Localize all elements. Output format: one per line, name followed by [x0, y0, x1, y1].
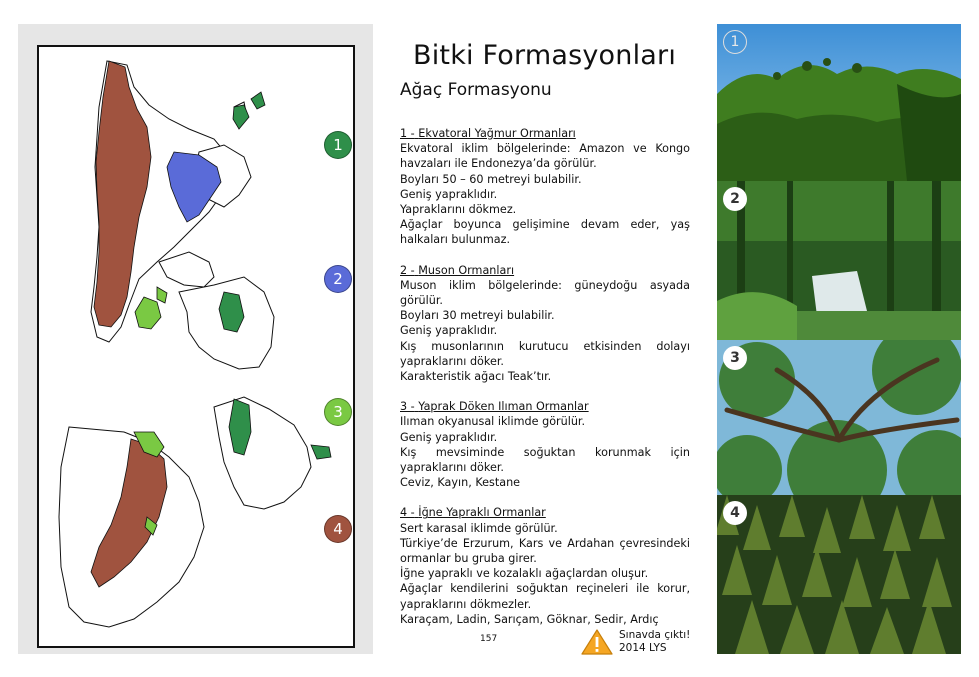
- page-number: 157: [480, 634, 498, 644]
- section-line: Ağaçlar boyunca gelişimine devam eder, yaş halkaları bulunmaz.: [400, 218, 690, 247]
- content-column: [400, 126, 690, 642]
- conifer-forest-photo: [717, 495, 961, 654]
- section-line: Boyları 30 metreyi bulabilir.: [400, 309, 555, 323]
- india-outline: [159, 252, 214, 287]
- section-heading: 2 - Muson Ormanları: [400, 263, 515, 277]
- section-line: Türkiye’de Erzurum, Kars ve Ardahan çevresindeki ormanlar bu gruba girer.: [400, 536, 690, 566]
- section-line: Geniş yapraklıdır.: [400, 187, 498, 201]
- photo-badge-2: 2: [723, 187, 747, 211]
- exam-note-line2: 2014 LYS: [619, 642, 667, 654]
- section-heading: 4 - İğne Yapraklı Ormanlar: [400, 506, 546, 520]
- section-line: Ağaçlar kendilerini soğuktan reçineleri ile korur, yapraklarını dökmezler.: [400, 582, 690, 611]
- section-line: Muson iklim bölgelerinde: güneydoğu asyada görülür.: [400, 278, 690, 308]
- section-3: [400, 399, 690, 490]
- rainforest-photo: [717, 24, 961, 181]
- section-heading: 3 - Yaprak Döken Ilıman Ormanlar: [400, 400, 589, 414]
- page-subtitle: Ağaç Formasyonu: [400, 80, 552, 100]
- world-map: [37, 45, 355, 648]
- section-line: Karaçam, Ladin, Sarıçam, Göknar, Sedir, Ardıç: [400, 612, 659, 626]
- exam-note-line1: Sınavda çıktı!: [619, 629, 691, 641]
- section-line: Sert karasal iklimde görülür.: [400, 521, 558, 535]
- section-line: Ekvatoral iklim bölgelerinde: Amazon ve Kongo havzaları ile Endonezya’da görülür.: [400, 142, 690, 171]
- rainforest-indonesia-region: [311, 445, 331, 459]
- section-line: Boyları 50 – 60 metreyi bulabilir.: [400, 172, 582, 186]
- rainforest-se-asia-region: [233, 92, 265, 129]
- map-badge-1: 1: [324, 131, 352, 159]
- photo-badge-1: 1: [723, 30, 747, 54]
- warning-icon: [580, 628, 614, 660]
- section-heading: 1 - Ekvatoral Yağmur Ormanları: [400, 127, 576, 140]
- section-line: Kış musonlarının kurutucu etkisinden dolayı yapraklarını döker.: [400, 339, 690, 368]
- tree-canopy-photo: [717, 340, 961, 495]
- map-badge-2: 2: [324, 265, 352, 293]
- south-america-outline: [214, 397, 311, 509]
- map-badge-4: 4: [324, 515, 352, 543]
- section-line: Ceviz, Kayın, Kestane: [400, 476, 521, 490]
- section-line: İğne yapraklı ve kozalaklı ağaçlardan oluşur.: [400, 567, 649, 581]
- exam-note: [619, 629, 690, 655]
- page-title: Bitki Formasyonları: [413, 40, 677, 71]
- photo-badge-3: 3: [723, 346, 747, 370]
- section-line: Yapraklarını dökmez.: [400, 203, 517, 217]
- section-line: Karakteristik ağacı Teak’tır.: [400, 370, 552, 384]
- photo-badge-4: 4: [723, 501, 747, 525]
- section-line: Kış mevsiminde soğuktan korunmak için yapraklarını döker.: [400, 445, 690, 475]
- map-badge-3: 3: [324, 398, 352, 426]
- section-line: Ilıman okyanusal iklimde görülür.: [400, 415, 586, 429]
- section-4: [400, 505, 690, 627]
- temperate-deciduous-asia-region: [135, 297, 161, 329]
- waterfall-forest-photo: [717, 181, 961, 340]
- section-line: Geniş yapraklıdır.: [400, 430, 498, 444]
- section-line: Geniş yapraklıdır.: [400, 324, 498, 338]
- section-1: [400, 126, 690, 248]
- section-2: [400, 263, 690, 385]
